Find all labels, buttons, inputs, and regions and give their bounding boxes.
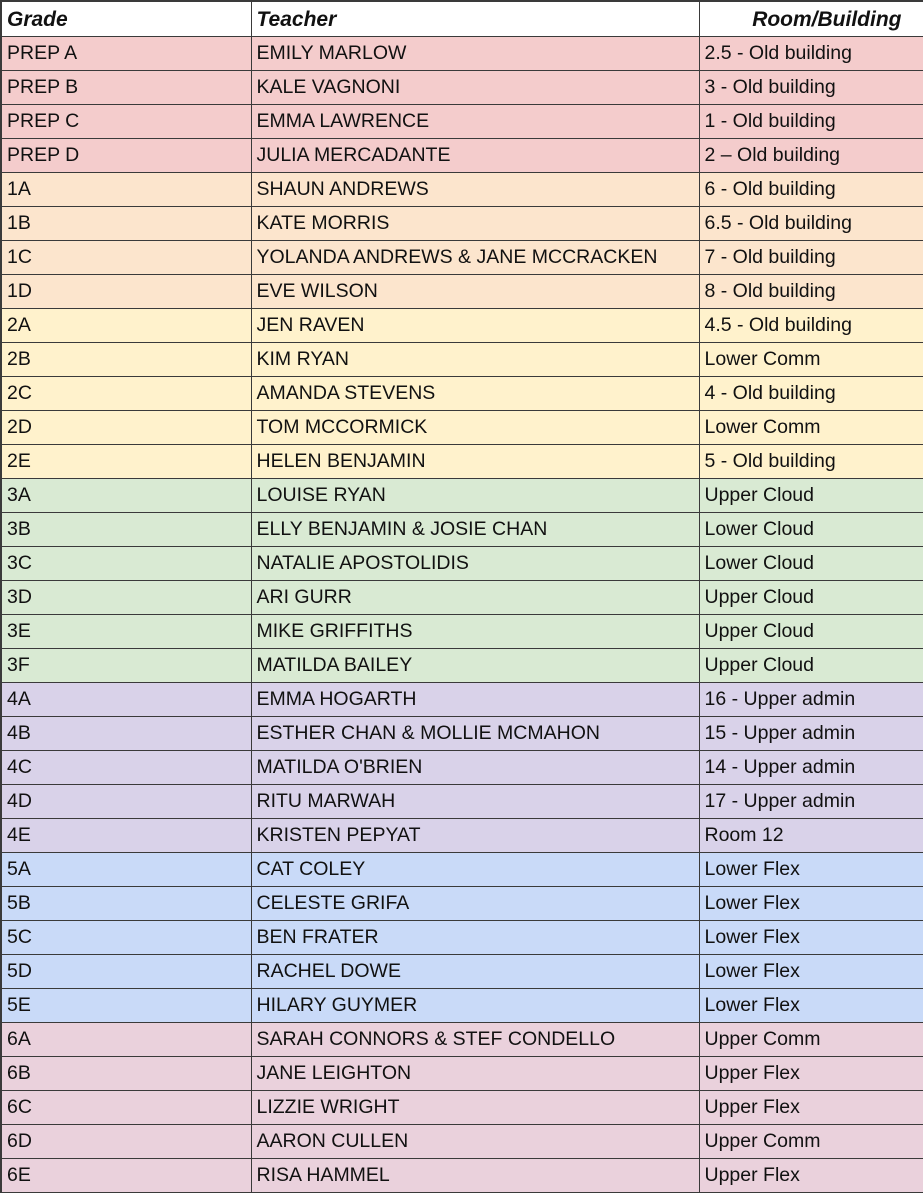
teacher-cell: JULIA MERCADANTE: [251, 139, 699, 173]
table-row: [1, 751, 923, 785]
table-row: [1, 139, 923, 173]
room-cell: Lower Cloud: [699, 547, 923, 581]
table-row: [1, 479, 923, 513]
teacher-cell: RACHEL DOWE: [251, 955, 699, 989]
table-row: [1, 377, 923, 411]
room-cell: 15 - Upper admin: [699, 717, 923, 751]
table-row: [1, 1091, 923, 1125]
grade-cell: 3B: [1, 513, 251, 547]
table-row: [1, 615, 923, 649]
room-cell: Room 12: [699, 819, 923, 853]
grade-cell: 2E: [1, 445, 251, 479]
room-cell: 2 – Old building: [699, 139, 923, 173]
teacher-cell: HELEN BENJAMIN: [251, 445, 699, 479]
grade-cell: 4E: [1, 819, 251, 853]
teacher-cell: SHAUN ANDREWS: [251, 173, 699, 207]
grade-cell: 4A: [1, 683, 251, 717]
grade-cell: 5B: [1, 887, 251, 921]
grade-cell: 2D: [1, 411, 251, 445]
teacher-cell: MIKE GRIFFITHS: [251, 615, 699, 649]
grade-cell: PREP C: [1, 105, 251, 139]
table-row: [1, 853, 923, 887]
table-row: [1, 1125, 923, 1159]
teacher-cell: ARI GURR: [251, 581, 699, 615]
grade-cell: 5D: [1, 955, 251, 989]
grade-cell: 3D: [1, 581, 251, 615]
teacher-cell: BEN FRATER: [251, 921, 699, 955]
room-cell: Lower Comm: [699, 411, 923, 445]
table-row: [1, 37, 923, 71]
teacher-cell: LOUISE RYAN: [251, 479, 699, 513]
room-cell: Lower Comm: [699, 343, 923, 377]
room-cell: 6 - Old building: [699, 173, 923, 207]
grade-cell: PREP D: [1, 139, 251, 173]
table-row: [1, 887, 923, 921]
room-cell: Upper Comm: [699, 1125, 923, 1159]
room-cell: 7 - Old building: [699, 241, 923, 275]
header-teacher: Teacher: [251, 1, 699, 37]
table-row: [1, 309, 923, 343]
teacher-cell: TOM MCCORMICK: [251, 411, 699, 445]
table-row: [1, 71, 923, 105]
room-cell: Lower Flex: [699, 989, 923, 1023]
grade-cell: 2A: [1, 309, 251, 343]
teacher-cell: KIM RYAN: [251, 343, 699, 377]
table-body: [1, 37, 923, 1193]
room-cell: 4.5 - Old building: [699, 309, 923, 343]
grade-cell: 6D: [1, 1125, 251, 1159]
grade-cell: 5A: [1, 853, 251, 887]
teacher-cell: EMILY MARLOW: [251, 37, 699, 71]
teacher-cell: KRISTEN PEPYAT: [251, 819, 699, 853]
grade-cell: 3C: [1, 547, 251, 581]
room-cell: Upper Cloud: [699, 479, 923, 513]
grade-cell: 1B: [1, 207, 251, 241]
table-row: [1, 1159, 923, 1193]
teacher-cell: JEN RAVEN: [251, 309, 699, 343]
teacher-cell: RISA HAMMEL: [251, 1159, 699, 1193]
table-row: [1, 445, 923, 479]
table-row: [1, 343, 923, 377]
grade-cell: 1D: [1, 275, 251, 309]
teacher-cell: EMMA LAWRENCE: [251, 105, 699, 139]
room-cell: 3 - Old building: [699, 71, 923, 105]
grade-cell: 5E: [1, 989, 251, 1023]
teacher-cell: YOLANDA ANDREWS & JANE MCCRACKEN: [251, 241, 699, 275]
room-cell: Upper Cloud: [699, 615, 923, 649]
grade-cell: 3F: [1, 649, 251, 683]
table-row: [1, 955, 923, 989]
table-row: [1, 785, 923, 819]
room-cell: 14 - Upper admin: [699, 751, 923, 785]
grade-cell: 6B: [1, 1057, 251, 1091]
table-row: [1, 241, 923, 275]
grade-cell: 2B: [1, 343, 251, 377]
room-cell: Upper Cloud: [699, 581, 923, 615]
teacher-cell: RITU MARWAH: [251, 785, 699, 819]
table-row: [1, 513, 923, 547]
table-row: [1, 581, 923, 615]
teacher-cell: CAT COLEY: [251, 853, 699, 887]
table-row: [1, 1057, 923, 1091]
grade-cell: 6C: [1, 1091, 251, 1125]
table-row: [1, 683, 923, 717]
table-row: [1, 989, 923, 1023]
grade-cell: PREP A: [1, 37, 251, 71]
table-row: [1, 275, 923, 309]
teacher-cell: EVE WILSON: [251, 275, 699, 309]
room-cell: Lower Flex: [699, 955, 923, 989]
room-cell: 17 - Upper admin: [699, 785, 923, 819]
teacher-cell: NATALIE APOSTOLIDIS: [251, 547, 699, 581]
room-cell: 8 - Old building: [699, 275, 923, 309]
table-row: [1, 649, 923, 683]
teacher-cell: JANE LEIGHTON: [251, 1057, 699, 1091]
room-cell: Lower Flex: [699, 853, 923, 887]
teacher-cell: SARAH CONNORS & STEF CONDELLO: [251, 1023, 699, 1057]
grade-cell: 1A: [1, 173, 251, 207]
teacher-cell: MATILDA O'BRIEN: [251, 751, 699, 785]
grade-cell: 5C: [1, 921, 251, 955]
grade-cell: 6E: [1, 1159, 251, 1193]
header-grade: Grade: [1, 1, 251, 37]
room-cell: Lower Flex: [699, 887, 923, 921]
room-cell: Upper Flex: [699, 1057, 923, 1091]
table-row: [1, 411, 923, 445]
room-cell: 6.5 - Old building: [699, 207, 923, 241]
table-row: [1, 717, 923, 751]
room-cell: 2.5 - Old building: [699, 37, 923, 71]
teacher-cell: HILARY GUYMER: [251, 989, 699, 1023]
room-cell: 1 - Old building: [699, 105, 923, 139]
teacher-cell: AARON CULLEN: [251, 1125, 699, 1159]
room-cell: Upper Comm: [699, 1023, 923, 1057]
room-cell: 5 - Old building: [699, 445, 923, 479]
teacher-cell: CELESTE GRIFA: [251, 887, 699, 921]
teacher-cell: ESTHER CHAN & MOLLIE MCMAHON: [251, 717, 699, 751]
table-row: [1, 173, 923, 207]
header-room: Room/Building: [699, 1, 923, 37]
teacher-cell: ELLY BENJAMIN & JOSIE CHAN: [251, 513, 699, 547]
grade-cell: 6A: [1, 1023, 251, 1057]
grade-cell: 4C: [1, 751, 251, 785]
teacher-cell: MATILDA BAILEY: [251, 649, 699, 683]
grade-cell: PREP B: [1, 71, 251, 105]
header-row: [1, 1, 923, 37]
table-row: [1, 105, 923, 139]
room-cell: Lower Flex: [699, 921, 923, 955]
grade-cell: 3A: [1, 479, 251, 513]
grade-cell: 2C: [1, 377, 251, 411]
room-cell: Upper Cloud: [699, 649, 923, 683]
room-cell: Lower Cloud: [699, 513, 923, 547]
table-row: [1, 819, 923, 853]
grade-cell: 3E: [1, 615, 251, 649]
teacher-cell: KALE VAGNONI: [251, 71, 699, 105]
table-row: [1, 921, 923, 955]
grade-cell: 4B: [1, 717, 251, 751]
table-row: [1, 547, 923, 581]
teacher-cell: AMANDA STEVENS: [251, 377, 699, 411]
room-cell: Upper Flex: [699, 1159, 923, 1193]
table-row: [1, 1023, 923, 1057]
grade-cell: 4D: [1, 785, 251, 819]
room-cell: Upper Flex: [699, 1091, 923, 1125]
room-cell: 4 - Old building: [699, 377, 923, 411]
room-cell: 16 - Upper admin: [699, 683, 923, 717]
teacher-cell: LIZZIE WRIGHT: [251, 1091, 699, 1125]
grade-cell: 1C: [1, 241, 251, 275]
teacher-cell: EMMA HOGARTH: [251, 683, 699, 717]
teacher-cell: KATE MORRIS: [251, 207, 699, 241]
table-row: [1, 207, 923, 241]
